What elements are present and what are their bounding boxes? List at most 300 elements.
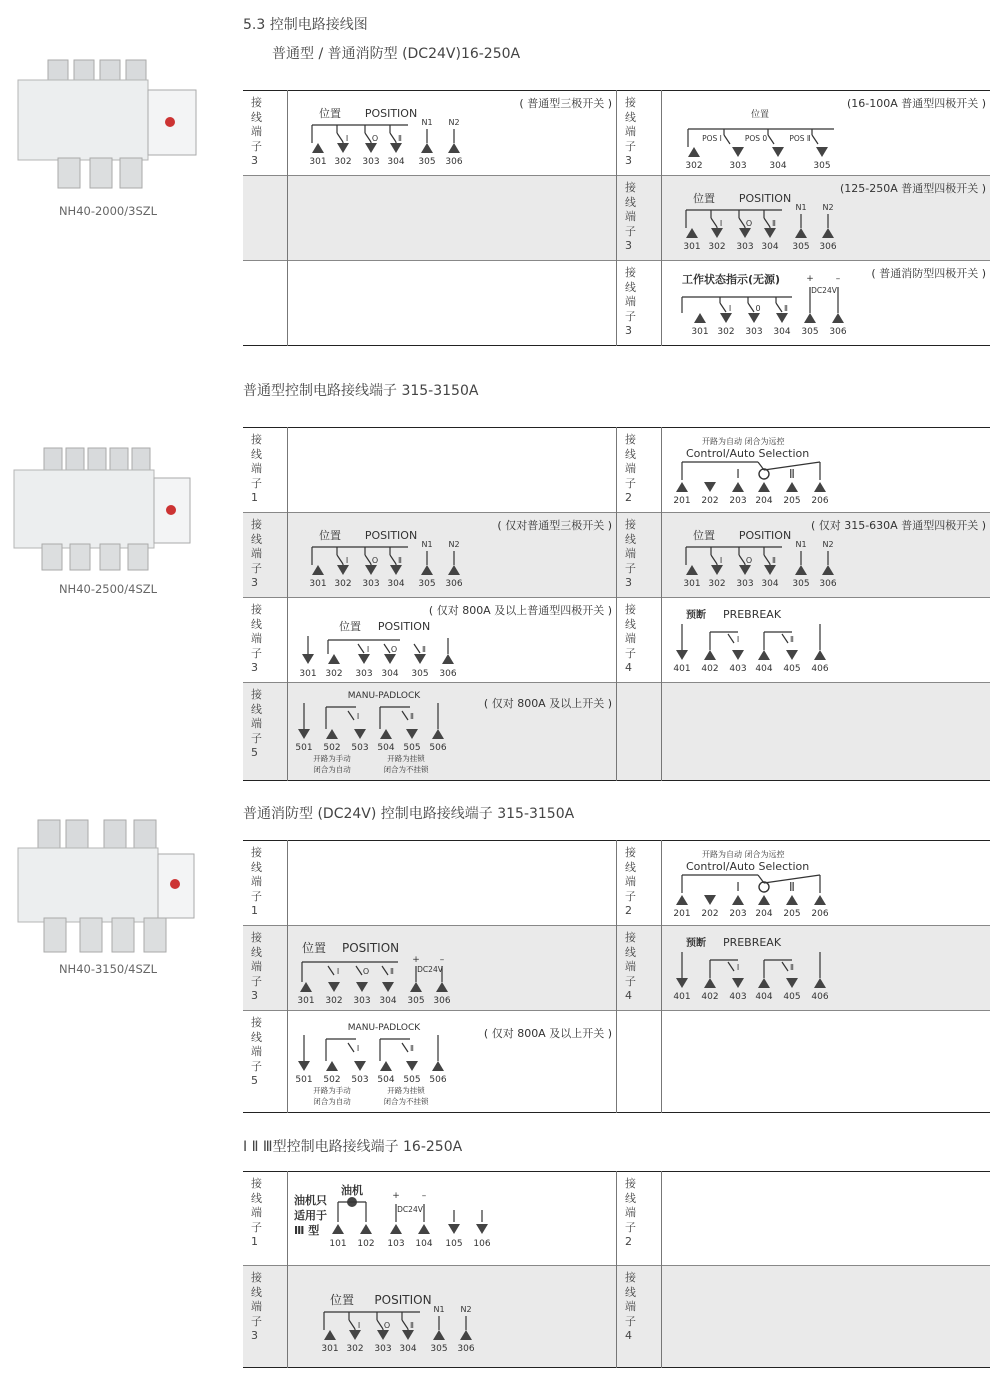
- switch-symbol: Ⅱ: [398, 134, 402, 143]
- terminal-number: 503: [351, 1075, 369, 1085]
- terminal-number: 202: [701, 496, 719, 506]
- n1-label: N1: [421, 118, 433, 127]
- terminal-number: 301: [683, 242, 701, 252]
- terminal-label: 接线端子3: [625, 266, 636, 337]
- terminal-arrow-down: [377, 1330, 389, 1340]
- terminal-number: 405: [783, 992, 801, 1002]
- symbol-ii: Ⅱ: [789, 880, 795, 894]
- terminal-number: 302: [334, 157, 352, 167]
- n2-label: N2: [448, 540, 460, 549]
- terminal-number: 402: [701, 664, 719, 674]
- terminal-label: 接线端子2: [625, 433, 636, 504]
- diagram-position-3p: [288, 91, 616, 176]
- terminal-arrow-up: [795, 228, 807, 238]
- manu-padlock-label: MANU-PADLOCK: [347, 1023, 421, 1033]
- switch-contact: [365, 133, 371, 142]
- terminal-number: 106: [473, 1239, 491, 1249]
- note-close-auto: 闭合为自动: [313, 765, 351, 774]
- switch-contact: [348, 711, 354, 720]
- note-open-manual: 开路为手动: [313, 754, 351, 763]
- terminal-arrow-down: [384, 654, 396, 664]
- switch-symbol: Ⅱ: [422, 645, 426, 654]
- terminal-arrow-down: [776, 313, 788, 323]
- prebreak-cn-label: 预断: [686, 938, 706, 949]
- terminal-arrow-up: [732, 482, 744, 492]
- terminal-number: 203: [729, 496, 747, 506]
- terminal-number: 304: [761, 579, 779, 589]
- table-row: [243, 1011, 990, 1113]
- terminal-number: 206: [811, 909, 829, 919]
- terminal-number: 306: [819, 242, 837, 252]
- terminal-arrow-down: [406, 1061, 418, 1071]
- terminal-arrow-up: [814, 482, 826, 492]
- terminal-arrow-up: [758, 978, 770, 988]
- terminal-number: 301: [321, 1344, 339, 1354]
- terminal-arrow-down: [739, 565, 751, 575]
- diagram-control-auto: [662, 428, 990, 513]
- terminal-arrow-up: [448, 565, 460, 575]
- minus-label: –: [439, 955, 445, 965]
- terminal-arrow-down: [704, 895, 716, 905]
- terminal-arrow-up: [312, 143, 324, 153]
- terminal-arrow-down: [328, 982, 340, 992]
- terminal-arrow-down: [711, 228, 723, 238]
- note-4p-100: (16-100A 普通型四极开关 ): [846, 97, 986, 110]
- terminal-arrow-down: [390, 565, 402, 575]
- switch-symbol: Ⅰ: [366, 645, 370, 654]
- terminal-arrow-down: [358, 654, 370, 664]
- pos-label: POS Ⅰ: [702, 134, 722, 143]
- terminal-arrow-down: [365, 143, 377, 153]
- terminal-number: 501: [295, 743, 313, 753]
- symbol-i: Ⅰ: [736, 880, 740, 894]
- terminal-number: 306: [457, 1344, 475, 1354]
- minus-label: –: [421, 1191, 427, 1201]
- dc24-label: DC24V: [417, 965, 443, 974]
- terminal-label: 接线端子3: [625, 518, 636, 589]
- terminal-arrow-up: [704, 978, 716, 988]
- terminal-arrow-down: [676, 978, 688, 988]
- section-title-5-3: 5.3 控制电路接线图: [243, 17, 368, 33]
- oil-label-2: 适用于: [294, 1209, 327, 1222]
- terminal-arrow-up: [822, 228, 834, 238]
- diagram-position-800: [288, 598, 616, 683]
- section-title-type-123: Ⅰ Ⅱ Ⅲ型控制电路接线端子 16-250A: [243, 1139, 463, 1155]
- switch-symbol: Ⅰ: [719, 556, 723, 565]
- terminal-arrow-down: [676, 650, 688, 660]
- terminal-arrow-down: [354, 1061, 366, 1071]
- product-nh40-3150: [8, 812, 208, 976]
- terminal-number: 503: [351, 743, 369, 753]
- terminal-arrow-up: [328, 654, 340, 664]
- terminal-number: 401: [673, 664, 691, 674]
- position-en-label: POSITION: [364, 529, 418, 542]
- switch-symbol: Ⅰ: [728, 304, 732, 313]
- terminal-arrow-down: [298, 729, 310, 739]
- terminal-arrow-down: [704, 482, 716, 492]
- table-row: [243, 926, 990, 1011]
- terminal-number: 301: [299, 669, 317, 679]
- switch-symbol: O: [371, 134, 379, 143]
- position-cn-label: 位置: [329, 1293, 355, 1307]
- switch-symbol: O: [383, 1321, 391, 1330]
- position-en-label: POSITION: [738, 192, 792, 205]
- terminal-label: 接线端子1: [251, 1177, 262, 1248]
- switch-symbol: 0: [755, 304, 761, 313]
- terminal-number: 404: [755, 992, 773, 1002]
- pos-label: POS 0: [744, 134, 768, 143]
- terminal-number: 305: [430, 1344, 448, 1354]
- switch-contact: [768, 135, 774, 144]
- terminal-arrow-up: [758, 482, 770, 492]
- note-3p: ( 普通型三极开关 ): [519, 97, 612, 110]
- terminal-number: 303: [355, 669, 373, 679]
- terminal-label: 接线端子5: [251, 1016, 262, 1087]
- terminal-number: 506: [429, 743, 447, 753]
- terminal-number: 403: [729, 992, 747, 1002]
- note-open-manual: 开路为手动: [313, 1086, 351, 1095]
- terminal-arrow-up: [814, 978, 826, 988]
- switch-contact: [764, 218, 770, 227]
- diagram-prebreak: [662, 598, 990, 683]
- switch-contact: [356, 966, 362, 975]
- switch-symbol: Ⅱ: [790, 963, 794, 972]
- terminal-arrow-down: [764, 565, 776, 575]
- control-en-label: Control/Auto Selection: [686, 860, 810, 873]
- diagram-control-auto: [662, 841, 990, 926]
- terminal-number: 403: [729, 664, 747, 674]
- n1-label: N1: [795, 203, 807, 212]
- prebreak-en-label: PREBREAK: [722, 608, 782, 621]
- terminal-arrow-up: [432, 729, 444, 739]
- terminal-number: 303: [745, 327, 763, 337]
- minus-label: –: [835, 274, 841, 284]
- switch-contact: [382, 966, 388, 975]
- symbol-ii: Ⅱ: [789, 467, 795, 481]
- terminal-number: 402: [701, 992, 719, 1002]
- terminal-number: 306: [445, 157, 463, 167]
- terminal-number: 303: [374, 1344, 392, 1354]
- terminal-arrow-up: [390, 1224, 402, 1234]
- switch-symbol: Ⅰ: [356, 712, 360, 721]
- switch-symbol: O: [362, 967, 370, 976]
- switch-contact: [728, 634, 734, 643]
- switch-symbol: Ⅱ: [390, 967, 394, 976]
- terminal-arrow-down: [448, 1224, 460, 1234]
- control-cn-label: 开路为自动 闭合为远控: [702, 437, 785, 446]
- wiring-table-fire-315-3150a: [243, 840, 990, 1113]
- terminal-number: 103: [387, 1239, 405, 1249]
- terminal-arrow-up: [804, 313, 816, 323]
- terminal-arrow-down: [720, 313, 732, 323]
- terminal-arrow-up: [758, 650, 770, 660]
- diagram-manu-padlock-fire: [288, 1011, 616, 1113]
- terminal-arrow-down: [356, 982, 368, 992]
- terminal-arrow-up: [410, 982, 422, 992]
- product-nh40-2000: [8, 50, 208, 218]
- terminal-arrow-down: [402, 1330, 414, 1340]
- terminal-number: 304: [379, 996, 397, 1006]
- switch-symbol: Ⅰ: [356, 1044, 360, 1053]
- note-800: ( 仅对 800A 及以上开关 ): [483, 697, 612, 710]
- switch-contact: [739, 555, 745, 564]
- terminal-arrow-up: [676, 895, 688, 905]
- terminal-arrow-down: [739, 228, 751, 238]
- n2-label: N2: [822, 540, 834, 549]
- terminal-label: 接线端子5: [251, 688, 262, 759]
- terminal-arrow-down: [390, 143, 402, 153]
- terminal-number: 305: [801, 327, 819, 337]
- section-title-standard-315-3150: 普通型控制电路接线端子 315-3150A: [243, 383, 479, 399]
- terminal-number: 305: [411, 669, 429, 679]
- terminal-number: 301: [309, 579, 327, 589]
- switch-contact: [414, 644, 420, 653]
- n1-label: N1: [795, 540, 807, 549]
- diagram-oil-engine: [288, 1172, 616, 1266]
- terminal-arrow-up: [360, 1224, 372, 1234]
- terminal-number: 401: [673, 992, 691, 1002]
- switch-symbol: Ⅰ: [336, 967, 340, 976]
- terminal-number: 101: [329, 1239, 347, 1249]
- oil-top-label: 油机: [341, 1184, 363, 1197]
- terminal-arrow-up: [436, 982, 448, 992]
- terminal-arrow-up: [448, 143, 460, 153]
- symbol-i: Ⅰ: [736, 467, 740, 481]
- terminal-number: 303: [736, 242, 754, 252]
- plus-label: +: [806, 274, 814, 284]
- switch-contact: [776, 303, 782, 312]
- terminal-label: 接线端子3: [625, 96, 636, 167]
- n2-label: N2: [460, 1305, 472, 1314]
- switch-contact: [402, 711, 408, 720]
- terminal-label: 接线端子3: [625, 181, 636, 252]
- terminal-number: 305: [407, 996, 425, 1006]
- terminal-arrow-down: [354, 729, 366, 739]
- table-row: [243, 428, 990, 513]
- terminal-number: 301: [683, 579, 701, 589]
- terminal-arrow-down: [748, 313, 760, 323]
- product-label: NH40-3150/4SZL: [58, 962, 158, 976]
- terminal-number: 206: [811, 496, 829, 506]
- terminal-number: 306: [433, 996, 451, 1006]
- terminal-number: 302: [717, 327, 735, 337]
- terminal-arrow-down: [414, 654, 426, 664]
- terminal-arrow-down: [732, 147, 744, 157]
- diagram-pos-4p: [662, 91, 990, 176]
- switch-symbol: Ⅱ: [790, 635, 794, 644]
- position-en-label: POSITION: [374, 1293, 432, 1307]
- terminal-number: 304: [387, 579, 405, 589]
- terminal-arrow-down: [816, 147, 828, 157]
- terminal-arrow-up: [432, 1061, 444, 1071]
- diagram-work-status: [662, 261, 990, 346]
- terminal-label: 接线端子3: [251, 1271, 262, 1342]
- switch-contact: [384, 644, 390, 653]
- switch-symbol: O: [390, 645, 398, 654]
- terminal-number: 506: [429, 1075, 447, 1085]
- terminal-number: 301: [309, 157, 327, 167]
- terminal-number: 306: [439, 669, 457, 679]
- position-cn-label: 位置: [693, 529, 715, 542]
- terminal-number: 302: [685, 161, 703, 171]
- terminal-number: 302: [708, 579, 726, 589]
- terminal-arrow-down: [382, 982, 394, 992]
- terminal-arrow-down: [349, 1330, 361, 1340]
- terminal-arrow-up: [460, 1330, 472, 1340]
- terminal-arrow-up: [312, 565, 324, 575]
- note-800: ( 仅对 800A 及以上开关 ): [483, 1027, 612, 1040]
- terminal-number: 406: [811, 664, 829, 674]
- switch-symbol: O: [745, 219, 753, 228]
- terminal-number: 202: [701, 909, 719, 919]
- terminal-arrow-up: [814, 895, 826, 905]
- terminal-number: 304: [769, 161, 787, 171]
- switch-contact: [377, 1320, 383, 1329]
- terminal-number: 203: [729, 909, 747, 919]
- table-row: [243, 598, 990, 683]
- terminal-label: 接线端子4: [625, 931, 636, 1002]
- terminal-number: 205: [783, 496, 801, 506]
- terminal-arrow-up: [676, 482, 688, 492]
- switch-contact: [328, 966, 334, 975]
- terminal-number: 306: [819, 579, 837, 589]
- switch-symbol: Ⅱ: [410, 1321, 414, 1330]
- dc24-label: DC24V: [397, 1205, 423, 1214]
- n2-label: N2: [448, 118, 460, 127]
- terminal-number: 305: [792, 579, 810, 589]
- note-close-auto: 闭合为自动: [313, 1097, 351, 1106]
- wiring-table-16-250a: [243, 90, 990, 346]
- manu-padlock-label: MANU-PADLOCK: [347, 691, 421, 701]
- switch-symbol: Ⅰ: [736, 963, 740, 972]
- terminal-arrow-up: [326, 729, 338, 739]
- terminal-number: 304: [761, 242, 779, 252]
- terminal-arrow-up: [832, 313, 844, 323]
- terminal-label: 接线端子1: [251, 846, 262, 917]
- n1-label: N1: [433, 1305, 445, 1314]
- section-subtitle-16-250a: 普通型 / 普通消防型 (DC24V)16-250A: [272, 46, 521, 62]
- terminal-arrow-up: [694, 313, 706, 323]
- table-row: [243, 1266, 990, 1368]
- terminal-arrow-up: [418, 1224, 430, 1234]
- terminal-arrow-up: [421, 143, 433, 153]
- position-cn-label: 位置: [319, 529, 341, 542]
- terminal-label: 接线端子1: [251, 433, 262, 504]
- note-only-3p: ( 仅对普通型三极开关 ): [497, 519, 612, 532]
- switch-contact: [812, 135, 818, 144]
- diagram-position-3p: [288, 1266, 616, 1368]
- terminal-number: 504: [377, 743, 395, 753]
- switch-contact: [348, 1043, 354, 1052]
- terminal-number: 302: [708, 242, 726, 252]
- note-4p-250: (125-250A 普通型四极开关 ): [839, 182, 986, 195]
- table-row: [243, 261, 990, 346]
- switch-contact: [720, 303, 726, 312]
- terminal-arrow-up: [433, 1330, 445, 1340]
- terminal-label: 接线端子3: [251, 518, 262, 589]
- section-title-fire-315-3150: 普通消防型 (DC24V) 控制电路接线端子 315-3150A: [243, 806, 575, 822]
- terminal-number: 303: [362, 157, 380, 167]
- table-row: [243, 1172, 990, 1266]
- control-cn-label: 开路为自动 闭合为远控: [702, 850, 785, 859]
- terminal-number: 302: [325, 996, 343, 1006]
- terminal-arrow-up: [300, 982, 312, 992]
- terminal-arrow-up: [795, 565, 807, 575]
- position-cn-label: 位置: [339, 620, 361, 633]
- oil-label-3: Ⅲ 型: [294, 1224, 320, 1237]
- switch-contact: [365, 555, 371, 564]
- terminal-arrow-up: [442, 654, 454, 664]
- switch-symbol: Ⅰ: [345, 556, 349, 565]
- terminal-arrow-down: [476, 1224, 488, 1234]
- position-en-label: POSITION: [342, 941, 400, 955]
- n2-label: N2: [822, 203, 834, 212]
- diagram-manu-padlock: [288, 683, 616, 781]
- terminal-number: 201: [673, 909, 691, 919]
- terminal-number: 205: [783, 909, 801, 919]
- terminal-arrow-up: [380, 1061, 392, 1071]
- terminal-number: 405: [783, 664, 801, 674]
- symbol-o: [759, 882, 769, 892]
- terminal-label: 接线端子4: [625, 1271, 636, 1342]
- product-label: NH40-2500/4SZL: [58, 582, 158, 596]
- terminal-number: 502: [323, 1075, 341, 1085]
- terminal-arrow-down: [337, 565, 349, 575]
- terminal-number: 104: [415, 1239, 433, 1249]
- switch-symbol: Ⅱ: [772, 556, 776, 565]
- terminal-arrow-up: [686, 565, 698, 575]
- terminal-number: 306: [829, 327, 847, 337]
- product-image: [8, 438, 208, 578]
- terminal-arrow-down: [786, 650, 798, 660]
- table-row: [243, 176, 990, 261]
- terminal-number: 302: [334, 579, 352, 589]
- oil-label-1: 油机只: [294, 1194, 327, 1207]
- pos-label: POS Ⅱ: [789, 134, 811, 143]
- table-row: [243, 683, 990, 781]
- prebreak-en-label: PREBREAK: [722, 936, 782, 949]
- switch-symbol: Ⅰ: [345, 134, 349, 143]
- terminal-arrow-down: [302, 654, 314, 664]
- terminal-number: 301: [297, 996, 315, 1006]
- switch-contact: [358, 644, 364, 653]
- table-row: [243, 91, 990, 176]
- position-cn-label: 位置: [302, 941, 327, 955]
- switch-symbol: Ⅱ: [398, 556, 402, 565]
- switch-symbol: Ⅱ: [784, 304, 788, 313]
- terminal-number: 406: [811, 992, 829, 1002]
- switch-symbol: Ⅱ: [410, 1044, 414, 1053]
- terminal-arrow-down: [772, 147, 784, 157]
- switch-symbol: Ⅰ: [736, 635, 740, 644]
- terminal-number: 304: [387, 157, 405, 167]
- terminal-arrow-down: [732, 650, 744, 660]
- terminal-arrow-up: [380, 729, 392, 739]
- switch-contact: [390, 133, 396, 142]
- switch-symbol: Ⅱ: [772, 219, 776, 228]
- terminal-label: 接线端子4: [625, 603, 636, 674]
- terminal-number: 304: [381, 669, 399, 679]
- terminal-arrow-down: [786, 978, 798, 988]
- position-cn-label: 位置: [750, 110, 770, 120]
- terminal-arrow-up: [822, 565, 834, 575]
- note-315-630: ( 仅对 315-630A 普通型四极开关 ): [810, 519, 986, 532]
- terminal-arrow-up: [786, 482, 798, 492]
- terminal-number: 301: [691, 327, 709, 337]
- terminal-arrow-up: [332, 1224, 344, 1234]
- terminal-number: 501: [295, 1075, 313, 1085]
- terminal-number: 304: [773, 327, 791, 337]
